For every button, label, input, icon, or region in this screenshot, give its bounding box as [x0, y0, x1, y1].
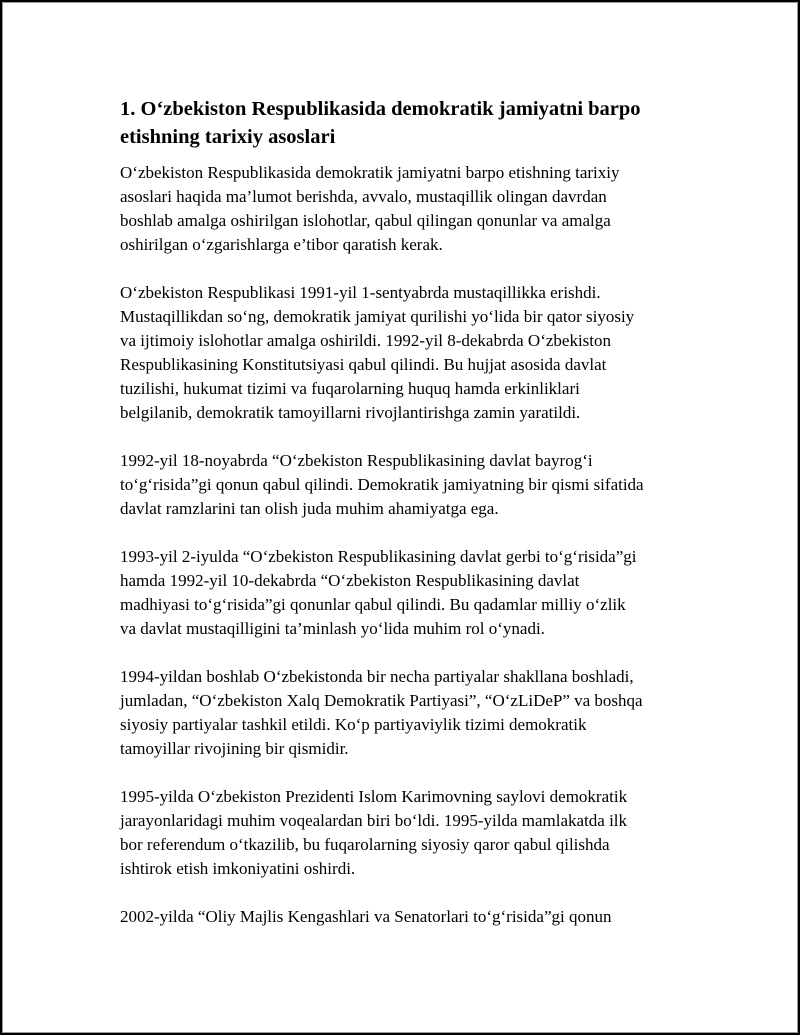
- text-line: O‘zbekiston Respublikasida demokratik jamiyatni barpo etishning tarixiy: [120, 163, 620, 182]
- text-line: jumladan, “O‘zbekiston Xalq Demokratik Partiyasi”, “O‘zLiDeP” va boshqa: [120, 691, 643, 710]
- text-line: va davlat mustaqilligini ta’minlash yo‘lida muhim rol o‘ynadi.: [120, 619, 545, 638]
- text-line: bor referendum o‘tkazilib, bu fuqarolarning siyosiy qaror qabul qilishda: [120, 835, 610, 854]
- heading-line: etishning tarixiy asoslari: [120, 126, 336, 148]
- text-line: 2002-yilda “Oliy Majlis Kengashlari va Senatorlari to‘g‘risida”gi qonun: [120, 907, 612, 926]
- text-line: madhiyasi to‘g‘risida”gi qonunlar qabul qilindi. Bu qadamlar milliy o‘zlik: [120, 595, 626, 614]
- text-line: hamda 1992-yil 10-dekabrda “O‘zbekiston Respublikasining davlat: [120, 571, 580, 590]
- text-line: belgilanib, demokratik tamoyillarni rivojlantirishga zamin yaratildi.: [120, 403, 581, 422]
- text-line: ishtirok etish imkoniyatini oshirdi.: [120, 859, 356, 878]
- text-line: to‘g‘risida”gi qonun qabul qilindi. Demokratik jamiyatning bir qismi sifatida: [120, 475, 644, 494]
- text-line: jarayonlaridagi muhim voqealardan biri bo‘ldi. 1995-yilda mamlakatda ilk: [120, 811, 628, 830]
- text-line: Mustaqillikdan so‘ng, demokratik jamiyat qurilishi yo‘lida bir qator siyosiy: [120, 307, 635, 326]
- paragraph: [120, 785, 688, 881]
- text-line: Respublikasining Konstitutsiyasi qabul qilindi. Bu hujjat asosida davlat: [120, 355, 607, 374]
- text-line: 1993-yil 2-iyulda “O‘zbekiston Respublikasining davlat gerbi to‘g‘risida”gi: [120, 547, 637, 566]
- paragraph: [120, 281, 688, 425]
- text-line: 1994-yildan boshlab O‘zbekistonda bir necha partiyalar shakllana boshladi,: [120, 667, 634, 686]
- text-line: oshirilgan o‘zgarishlarga e’tibor qaratish kerak.: [120, 235, 443, 254]
- paragraph: [120, 905, 688, 929]
- paragraph: [120, 449, 688, 521]
- text-line: tuzilishi, hukumat tizimi va fuqarolarning huquq hamda erkinliklari: [120, 379, 580, 398]
- text-line: asoslari haqida ma’lumot berishda, avvalo, mustaqillik olingan davrdan: [120, 187, 607, 206]
- text-line: 1992-yil 18-noyabrda “O‘zbekiston Respublikasining davlat bayrog‘i: [120, 451, 593, 470]
- text-line: va ijtimoiy islohotlar amalga oshirildi. 1992-yil 8-dekabrda O‘zbekiston: [120, 331, 612, 350]
- text-line: O‘zbekiston Respublikasi 1991-yil 1-sentyabrda mustaqillikka erishdi.: [120, 283, 601, 302]
- text-line: siyosiy partiyalar tashkil etildi. Ko‘p partiyaviylik tizimi demokratik: [120, 715, 587, 734]
- heading-line: 1. O‘zbekiston Respublikasida demokratik jamiyatni barpo: [120, 98, 641, 120]
- text-line: boshlab amalga oshirilgan islohotlar, qabul qilingan qonunlar va amalga: [120, 211, 611, 230]
- section-heading: [120, 95, 688, 151]
- paragraph: [120, 665, 688, 761]
- text-line: tamoyillar rivojining bir qismidir.: [120, 739, 349, 758]
- paragraph: [120, 545, 688, 641]
- text-line: 1995-yilda O‘zbekiston Prezidenti Islom Karimovning saylovi demokratik: [120, 787, 628, 806]
- text-line: davlat ramzlarini tan olish juda muhim ahamiyatga ega.: [120, 499, 499, 518]
- document-body: [120, 95, 688, 929]
- paragraph: [120, 161, 688, 257]
